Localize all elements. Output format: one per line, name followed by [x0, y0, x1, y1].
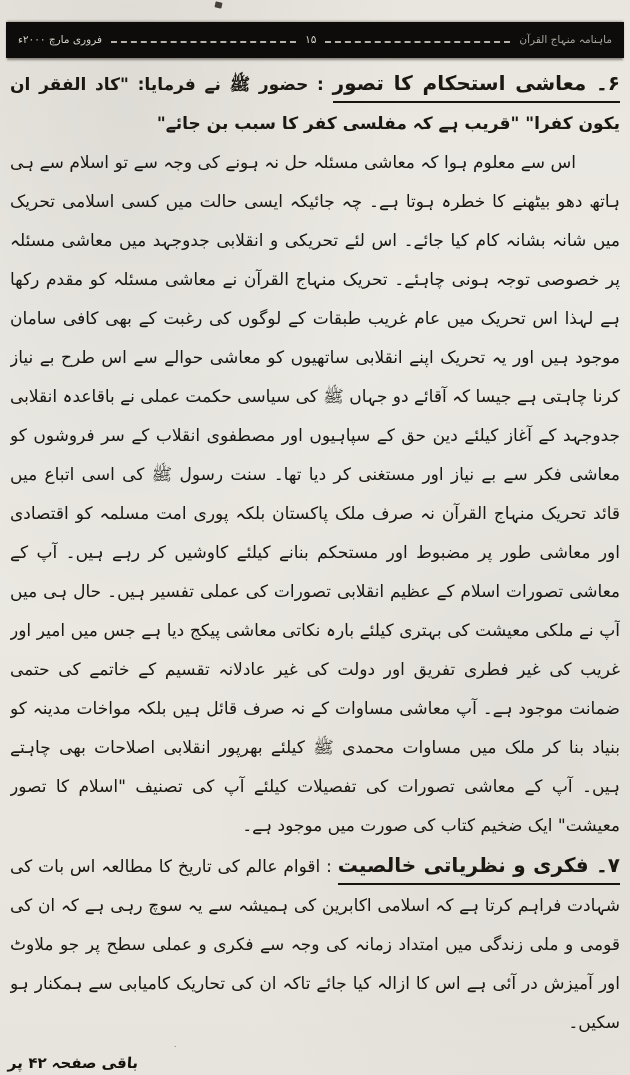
section-7-title: ۷۔ فکری و نظریاتی خالصیت — [338, 853, 620, 885]
magazine-title: ماہنامہ منہاج القرآن — [519, 34, 612, 46]
section-7-lead: : اقوام عالم کی تاریخ کا مطالعہ اس بات کی شہادت فراہم کرتا ہے کہ اسلامی اکابرین کی ہمیشہ سے یہ سوچ رہی ہے کہ ان کی قومی و ملی زندگی میں امتداد زمانہ کی وجہ سے فکری و عملی سطح پر جو ملاوٹ اور آمیزش در آئی ہے اس کا ازالہ کیا جائے تاکہ ان کی تحاریک کامیابی سے ہمکنار ہو سکیں۔ — [10, 857, 620, 1033]
scan-artifact — [214, 1, 222, 8]
section-6-heading — [10, 64, 620, 144]
section-7-heading — [10, 846, 620, 1043]
header-dashed-rule — [111, 41, 296, 43]
article-body — [10, 64, 620, 1047]
issue-date: فروری مارچ ۲۰۰۰ء — [17, 34, 103, 46]
hadith-quote: "کاد الفقر ان یکون کفرا" — [10, 75, 620, 134]
header-dashed-rule — [325, 41, 510, 43]
page-number: ۱۵ — [305, 34, 317, 46]
section-6-paragraph: اس سے معلوم ہوا کہ معاشی مسئلہ حل نہ ہونے کی وجہ سے تو اسلام سے ہی ہاتھ دھو بیٹھنے کا خطرہ ہوتا ہے۔ چہ جائیکہ ایسی حالت میں کسی اسلامی تحریک میں شانہ بشانہ کام کیا جائے۔ اس لئے تحریکی و انقلابی جدوجہد میں معاشی مسئلہ پر خصوصی توجہ ہونی چاہئے۔ تحریک منہاج القرآن نے معاشی مسئلہ کو مقدم رکھا ہے لہذا اس تحریک میں عام غریب طبقات کے لوگوں کی رغبت کے بھی کافی سامان موجود ہیں اور یہ تحریک اپنے انقلابی ساتھیوں کو معاشی حوالے سے اس طرح بے نیاز کرنا چاہتی ہے جیسا کہ آقائے دو جہاں ﷺ کی سیاسی حکمت عملی نے باقاعدہ انقلابی جدوجہد کے آغاز کیلئے دین حق کے سپاہیوں اور مصطفوی انقلاب کے سر فروشوں کو معاشی فکر سے بے نیاز اور مستغنی کر دیا تھا۔ سنت رسول ﷺ کی اسی اتباع میں قائد تحریک منہاج القرآن نہ صرف ملک پاکستان بلکہ پوری امت مسلمہ کو اقتصادی اور معاشی طور پر مضبوط اور مستحکم بنانے کیلئے کاوشیں کر رہے ہیں۔ آپ کے معاشی تصورات اسلام کے عظیم انقلابی تصورات کی عملی تفسیر ہیں۔ حال ہی میں آپ نے ملکی معیشت کی بہتری کیلئے بارہ نکاتی معاشی پیکج دیا ہے جس میں امیر اور غریب کی غیر فطری تفریق اور دولت کی غیر عادلانہ تقسیم کے خاتمے کی حتمی ضمانت موجود ہے۔ آپ معاشی مساوات کے نہ صرف قائل ہیں بلکہ مواخات مدینہ کو بنیاد بنا کر ملک میں مساوات محمدی ﷺ کیلئے بھرپور انقلابی اصلاحات بھی چاہتے ہیں۔ آپ کے معاشی تصورات کی تفصیلات کیلئے آپ کی تصنیف "اسلام کا تصور معیشت" ایک ضخیم کتاب کی صورت میں موجود ہے۔ — [10, 153, 620, 836]
continuation-note: باقی صفحہ ۴۲ پر — [7, 1054, 139, 1072]
section-7-paragraph — [10, 1043, 620, 1047]
header-band — [6, 22, 624, 58]
section-6-lead-prefix: : حضور ﷺ نے فرمایا: — [128, 75, 333, 95]
section-6-title: ۶۔ معاشی استحکام کا تصور — [333, 71, 620, 103]
hadith-translation: "قریب ہے کہ مفلسی کفر کا سبب بن جائے" — [156, 114, 526, 134]
